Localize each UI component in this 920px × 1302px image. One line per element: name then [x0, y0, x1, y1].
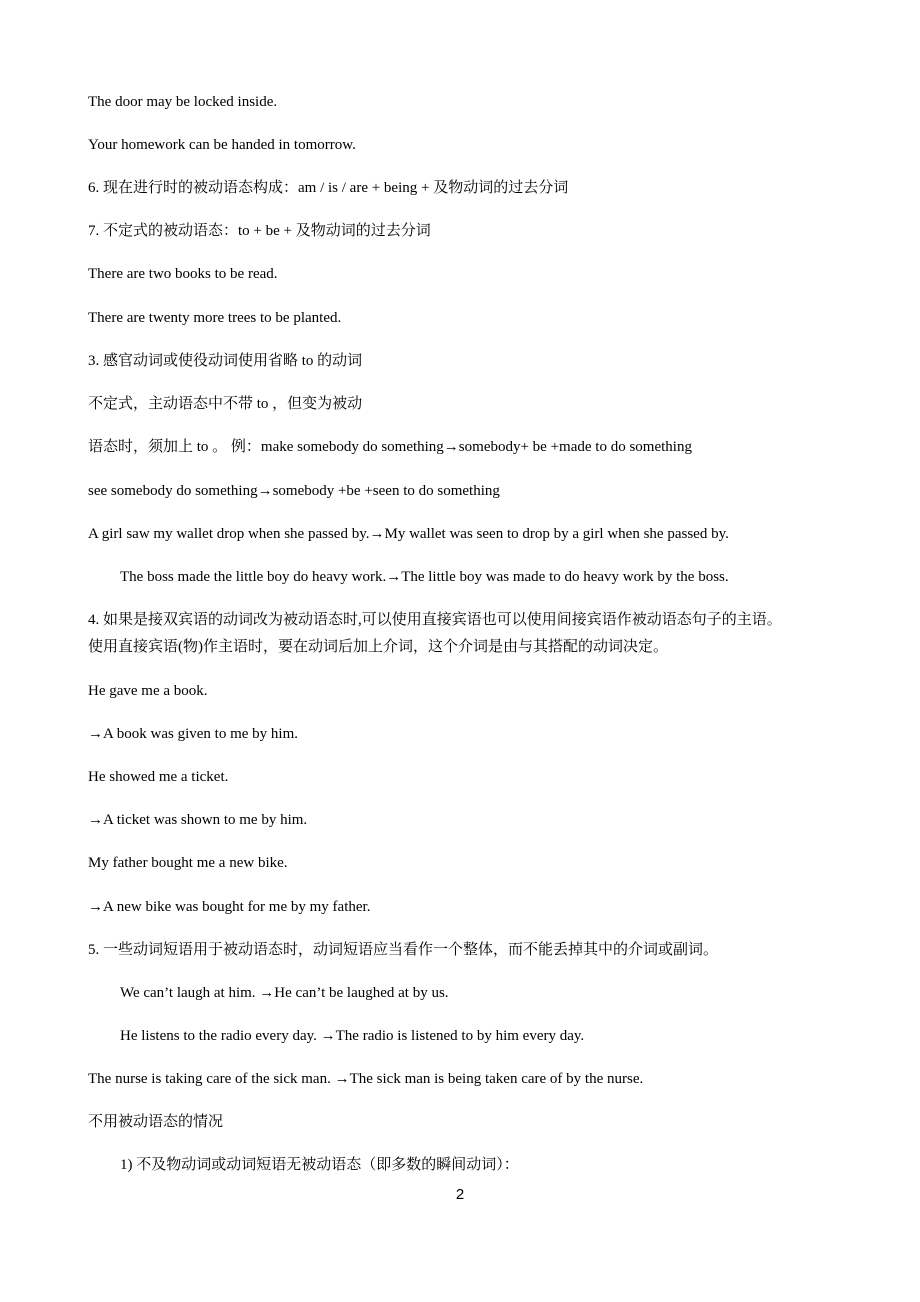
text-line: 1) 不及物动词或动词短语无被动语态（即多数的瞬间动词）：	[120, 1157, 519, 1173]
text-line: He showed me a ticket.	[88, 769, 229, 785]
text-line: The door may be locked inside.	[88, 94, 278, 110]
text-line: There are two books to be read.	[88, 266, 278, 282]
text-line: 语态时，须加上 to 。 例：make somebody do something→somebody+ be +made to do something	[88, 439, 692, 455]
text-line: A girl saw my wallet drop when she passed by.→My wallet was seen to drop by a girl when she passed by.	[88, 526, 729, 542]
text-line: →A ticket was shown to me by him.	[88, 812, 308, 828]
section-heading: 3. 感官动词或使役动词使用省略 to 的动词	[88, 353, 363, 369]
page-number: 2	[455, 1186, 465, 1203]
text-line: →A book was given to me by him.	[88, 726, 298, 742]
text-line: There are twenty more trees to be planted.	[88, 310, 342, 326]
section-heading: 6. 现在进行时的被动语态构成：am / is / are + being + 及物动词的过去分词	[88, 180, 569, 196]
section-heading: 4. 如果是接双宾语的动词改为被动语态时,可以使用直接宾语也可以使用间接宾语作被动语态句子的主语。	[88, 612, 782, 628]
text-line: He gave me a book.	[88, 683, 208, 699]
text-line: →A new bike was bought for me by my father.	[88, 899, 371, 915]
text-line: My father bought me a new bike.	[88, 855, 288, 871]
text-line: 使用直接宾语(物)作主语时，要在动词后加上介词，这个介词是由与其搭配的动词决定。	[88, 639, 668, 655]
text-line: 不定式，主动语态中不带 to ，但变为被动	[88, 396, 363, 412]
text-line: We can’t laugh at him. →He can’t be laughed at by us.	[120, 985, 449, 1001]
section-heading: 7. 不定式的被动语态：to + be + 及物动词的过去分词	[88, 223, 431, 239]
section-heading: 不用被动语态的情况	[88, 1114, 224, 1130]
text-line: He listens to the radio every day. →The radio is listened to by him every day.	[120, 1028, 585, 1044]
section-heading: 5. 一些动词短语用于被动语态时，动词短语应当看作一个整体，而不能丢掉其中的介词或副词。	[88, 942, 719, 958]
text-line: The nurse is taking care of the sick man. →The sick man is being taken care of by the nurse.	[88, 1071, 644, 1087]
text-line: see somebody do something→somebody +be +seen to do something	[88, 483, 500, 499]
text-line: Your homework can be handed in tomorrow.	[88, 137, 356, 153]
text-line: The boss made the little boy do heavy work.→The little boy was made to do heavy work by the boss.	[120, 569, 729, 585]
